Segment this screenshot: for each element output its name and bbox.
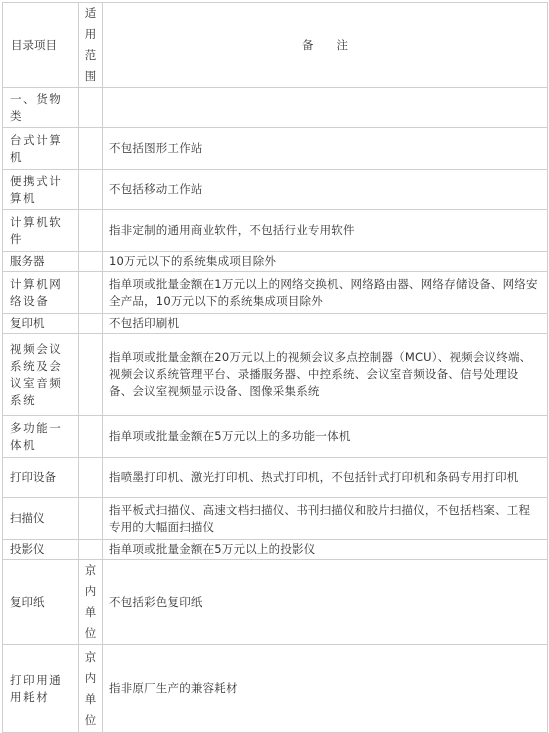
header-item: 目录项目 xyxy=(3,3,79,88)
procurement-catalog-table xyxy=(2,2,548,733)
row-item: 扫描仪 xyxy=(3,498,79,540)
row-scope xyxy=(79,458,103,498)
table-row xyxy=(3,334,548,416)
row-scope: 京内单位 xyxy=(79,560,103,645)
table-row xyxy=(3,498,548,540)
table-row xyxy=(3,314,548,334)
header-note: 备 注 xyxy=(103,3,548,88)
row-item: 打印设备 xyxy=(3,458,79,498)
table-row xyxy=(3,458,548,498)
row-note: 指非原厂生产的兼容耗材 xyxy=(103,645,548,733)
row-scope: 京内单位 xyxy=(79,645,103,733)
row-note: 不包括图形工作站 xyxy=(103,128,548,170)
table-row xyxy=(3,540,548,560)
row-item: 一、货物类 xyxy=(3,88,79,128)
row-item: 多功能一体机 xyxy=(3,416,79,458)
row-item: 投影仪 xyxy=(3,540,79,560)
table-row xyxy=(3,128,548,170)
row-item: 便携式计算机 xyxy=(3,170,79,210)
table-row xyxy=(3,252,548,272)
table-row xyxy=(3,210,548,252)
row-note: 指单项或批量金额在5万元以上的多功能一体机 xyxy=(103,416,548,458)
row-scope xyxy=(79,416,103,458)
table-row xyxy=(3,170,548,210)
row-scope xyxy=(79,170,103,210)
row-item: 计算机软件 xyxy=(3,210,79,252)
table-header-row xyxy=(3,3,548,88)
row-note: 指喷墨打印机、激光打印机、热式打印机，不包括针式打印机和条码专用打印机 xyxy=(103,458,548,498)
row-note: 不包括彩色复印纸 xyxy=(103,560,548,645)
row-item: 计算机网络设备 xyxy=(3,272,79,314)
row-note: 不包括移动工作站 xyxy=(103,170,548,210)
row-scope xyxy=(79,272,103,314)
row-scope xyxy=(79,210,103,252)
row-scope xyxy=(79,498,103,540)
row-note: 不包括印刷机 xyxy=(103,314,548,334)
row-note: 指单项或批量金额在1万元以上的网络交换机、网络路由器、网络存储设备、网络安全产品，10万元以下的系统集成项目除外 xyxy=(103,272,548,314)
row-scope xyxy=(79,540,103,560)
header-scope: 适用范围 xyxy=(79,3,103,88)
table-row xyxy=(3,560,548,645)
row-note: 指单项或批量金额在5万元以上的投影仪 xyxy=(103,540,548,560)
table-row xyxy=(3,272,548,314)
table-row xyxy=(3,645,548,733)
row-item: 打印用通用耗材 xyxy=(3,645,79,733)
row-note: 10万元以下的系统集成项目除外 xyxy=(103,252,548,272)
row-note: 指非定制的通用商业软件，不包括行业专用软件 xyxy=(103,210,548,252)
row-note: 指平板式扫描仪、高速文档扫描仪、书刊扫描仪和胶片扫描仪，不包括档案、工程专用的大幅面扫描仪 xyxy=(103,498,548,540)
row-item: 台式计算机 xyxy=(3,128,79,170)
row-scope xyxy=(79,128,103,170)
row-note xyxy=(103,88,548,128)
row-scope xyxy=(79,334,103,416)
row-scope xyxy=(79,314,103,334)
row-scope xyxy=(79,252,103,272)
table-row xyxy=(3,88,548,128)
row-item: 视频会议系统及会议室音频系统 xyxy=(3,334,79,416)
row-item: 服务器 xyxy=(3,252,79,272)
table-row xyxy=(3,416,548,458)
row-item: 复印纸 xyxy=(3,560,79,645)
procurement-catalog-sheet xyxy=(2,2,547,732)
row-note: 指单项或批量金额在20万元以上的视频会议多点控制器（MCU）、视频会议终端、视频会议系统管理平台、录播服务器、中控系统、会议室音频设备、信号处理设备、会议室视频显示设备、图像采集系统 xyxy=(103,334,548,416)
row-scope xyxy=(79,88,103,128)
row-item: 复印机 xyxy=(3,314,79,334)
